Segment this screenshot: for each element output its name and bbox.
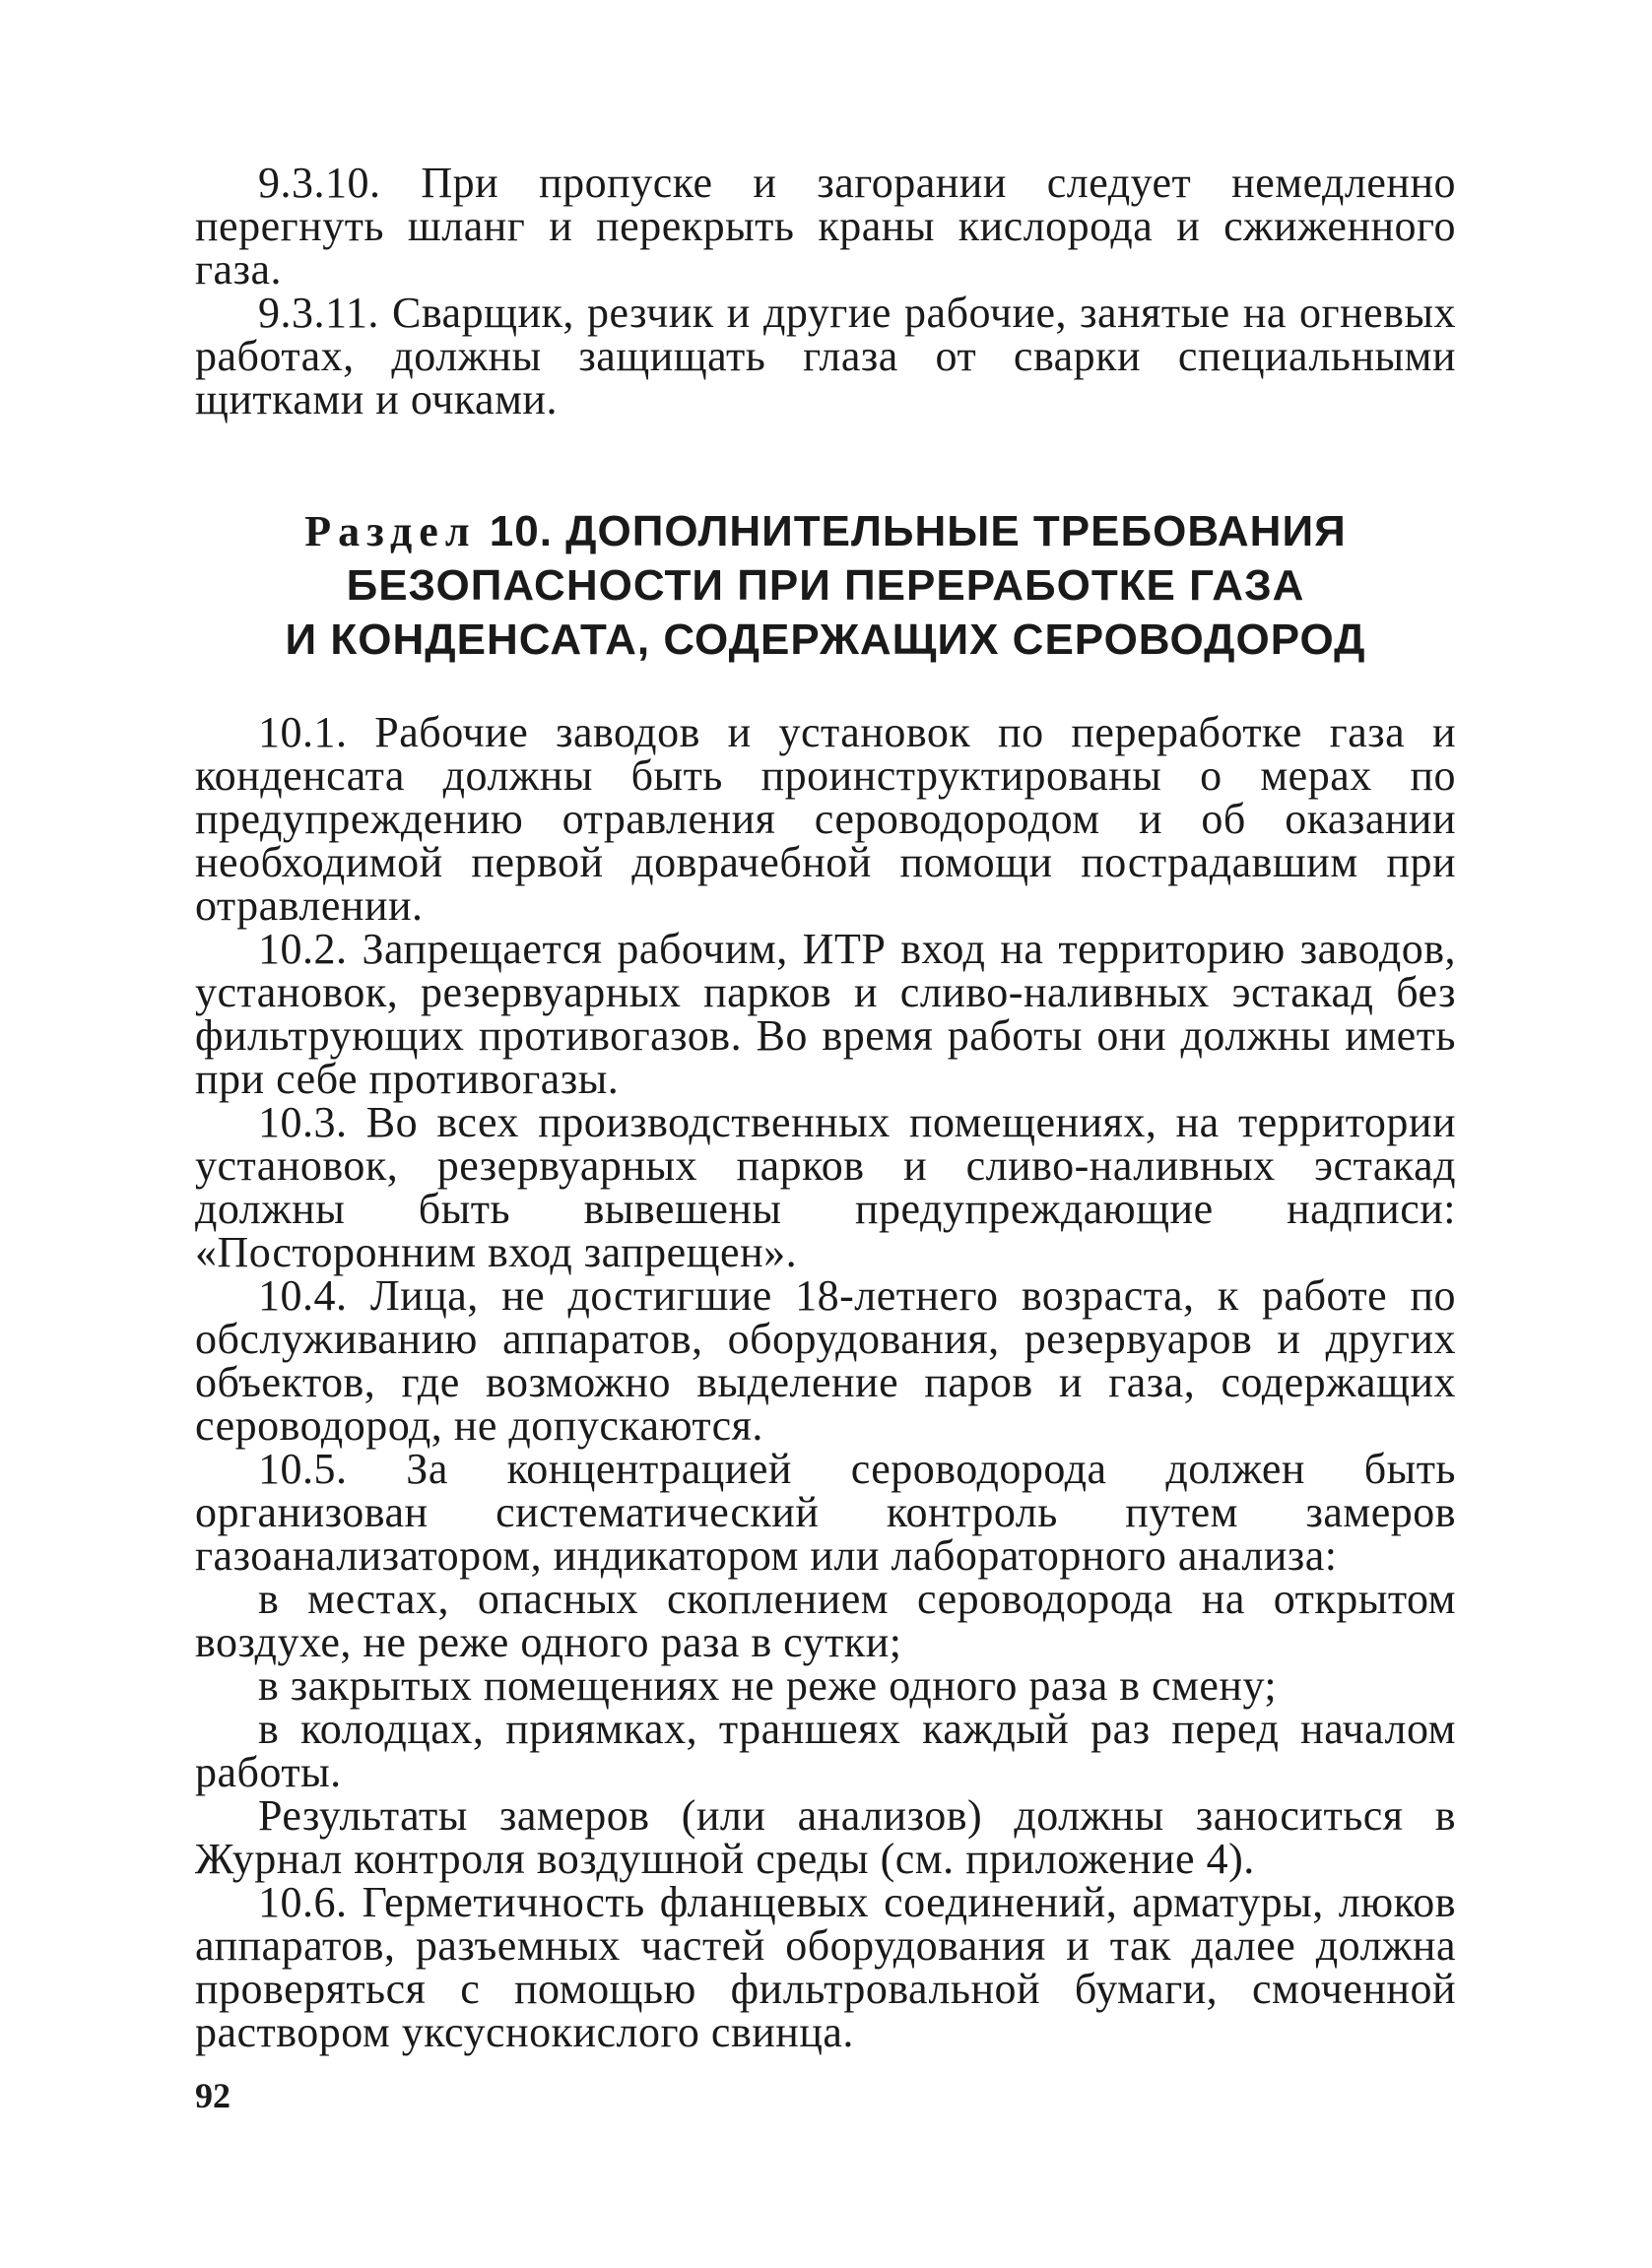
section-title-line-2: БЕЗОПАСНОСТИ ПРИ ПЕРЕРАБОТКЕ ГАЗА	[346, 561, 1305, 610]
paragraph-10-5: 10.5. За концентрацией сероводорода должен быть организован систематический контроль путем замеров газоанализатором, индикатором или лабораторного анализа:	[195, 1445, 1456, 1580]
paragraph-10-4: 10.4. Лица, не достигшие 18-летнего возраста, к работе по обслуживанию аппаратов, оборудования, резервуаров и других объектов, где возможно выделение паров и газа, содержащих сероводород, не допускаются.	[195, 1271, 1456, 1450]
paragraph-10-2: 10.2. Запрещается рабочим, ИТР вход на территорию заводов, установок, резервуарных парков и сливо-наливных эстакад без фильтрующих противогазов. Во время работы они должны иметь при себе противогазы.	[195, 925, 1456, 1103]
paragraph-results: Результаты замеров (или анализов) должны заноситься в Журнал контроля воздушной среды (см. приложение 4).	[195, 1791, 1456, 1883]
paragraph-10-6: 10.6. Герметичность фланцевых соединений, арматуры, люков аппаратов, разъемных частей оборудования и так далее должна проверяться с помощью фильтровальной бумаги, смоченной раствором уксуснокислого свинца.	[195, 1878, 1456, 2056]
list-item-open-air: в местах, опасных скоплением сероводорода на открытом воздухе, не реже одного раза в сутки;	[195, 1575, 1456, 1666]
section-text-block	[195, 708, 1456, 2056]
section-number: 10.	[489, 507, 553, 555]
page-number: 92	[195, 2076, 231, 2115]
paragraph-10-3: 10.3. Во всех производственных помещениях, на территории установок, резервуарных парков и сливо-наливных эстакад должны быть вывешены предупреждающие надписи: «Посторонним вход запрещен».	[195, 1098, 1456, 1276]
section-heading	[195, 504, 1456, 667]
list-item-closed-rooms: в закрытых помещениях не реже одного раза в смену;	[258, 1661, 1278, 1710]
section-title-line-3: И КОНДЕНСАТА, СОДЕРЖАЩИХ СЕРОВОДОРОД	[285, 616, 1366, 664]
list-item-wells: в колодцах, приямках, траншеях каждый раз перед началом работы.	[195, 1705, 1456, 1796]
section-label: Раздел	[304, 507, 477, 555]
top-text-block	[195, 159, 1456, 423]
paragraph-10-1: 10.1. Рабочие заводов и установок по переработке газа и конденсата должны быть проинструктированы о мерах по предупреждению отравления сероводородом и об оказании необходимой первой доврачебной помощи пострадавшим при отравлении.	[195, 708, 1456, 930]
paragraph-9-3-11: 9.3.11. Сварщик, резчик и другие рабочие, занятые на огневых работах, должны защищать глаза от сварки специальными щитками и очками.	[195, 289, 1456, 423]
section-title-line-1: ДОПОЛНИТЕЛЬНЫЕ ТРЕБОВАНИЯ	[565, 507, 1347, 555]
paragraph-9-3-10: 9.3.10. При пропуске и загорании следует немедленно перегнуть шланг и перекрыть краны кислорода и сжиженного газа.	[195, 159, 1456, 293]
section-heading-line-1	[195, 504, 1456, 558]
